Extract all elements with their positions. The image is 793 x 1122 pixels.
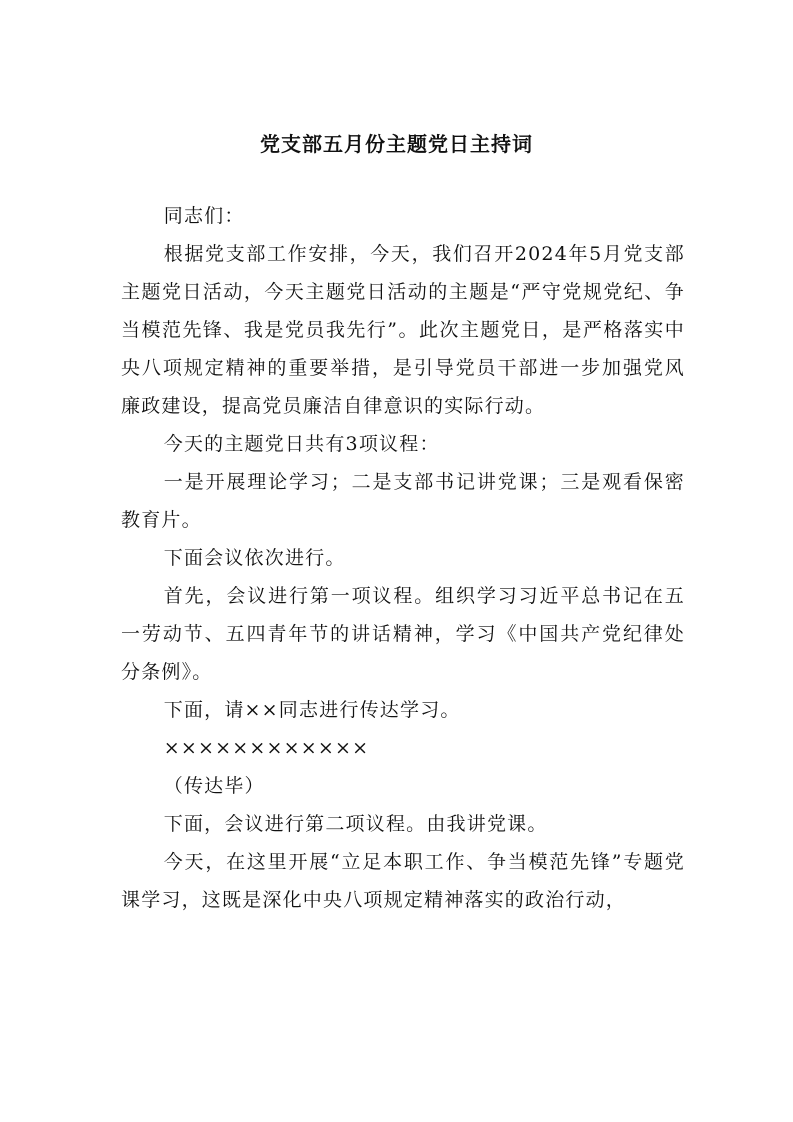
paragraph-agenda-items: 一是开展理论学习；二是支部书记讲党课；三是观看保密教育片。 [121, 471, 685, 531]
paragraph-proceed: 下面会议依次进行。 [163, 547, 346, 569]
paragraph-intro: 根据党支部工作安排，今天，我们召开2024年5月党支部主题党日活动，今天主题党日活动的主题是“严守党规党纪、争当模范先锋、我是党员我先行”。此次主题党日，是严格落实中央八项规定精神的重要举措，是引导党员干部进一步加强党风廉政建设，提高党员廉洁自律意识的实际行动。 [121, 243, 685, 417]
document-title: 党支部五月份主题党日主持词 [260, 132, 533, 156]
paragraph-relay-done: （传达毕） [163, 775, 265, 797]
paragraph-agenda-count: 今天的主题党日共有3项议程： [163, 433, 440, 455]
document-body [121, 197, 685, 919]
paragraph-placeholder: ×××××××××××× [163, 737, 370, 759]
paragraph-greeting: 同志们： [163, 205, 245, 227]
paragraph-second-item: 下面，会议进行第二项议程。由我讲党课。 [163, 813, 548, 835]
paragraph-first-item: 首先，会议进行第一项议程。组织学习习近平总书记在五一劳动节、五四青年节的讲话精神，学习《中国共产党纪律处分条例》。 [121, 585, 685, 683]
paragraph-relay-request: 下面，请××同志进行传达学习。 [163, 699, 461, 721]
paragraph-lecture-start: 今天，在这里开展“立足本职工作、争当模范先锋”专题党课学习，这既是深化中央八项规定精神落实的政治行动， [121, 851, 685, 911]
